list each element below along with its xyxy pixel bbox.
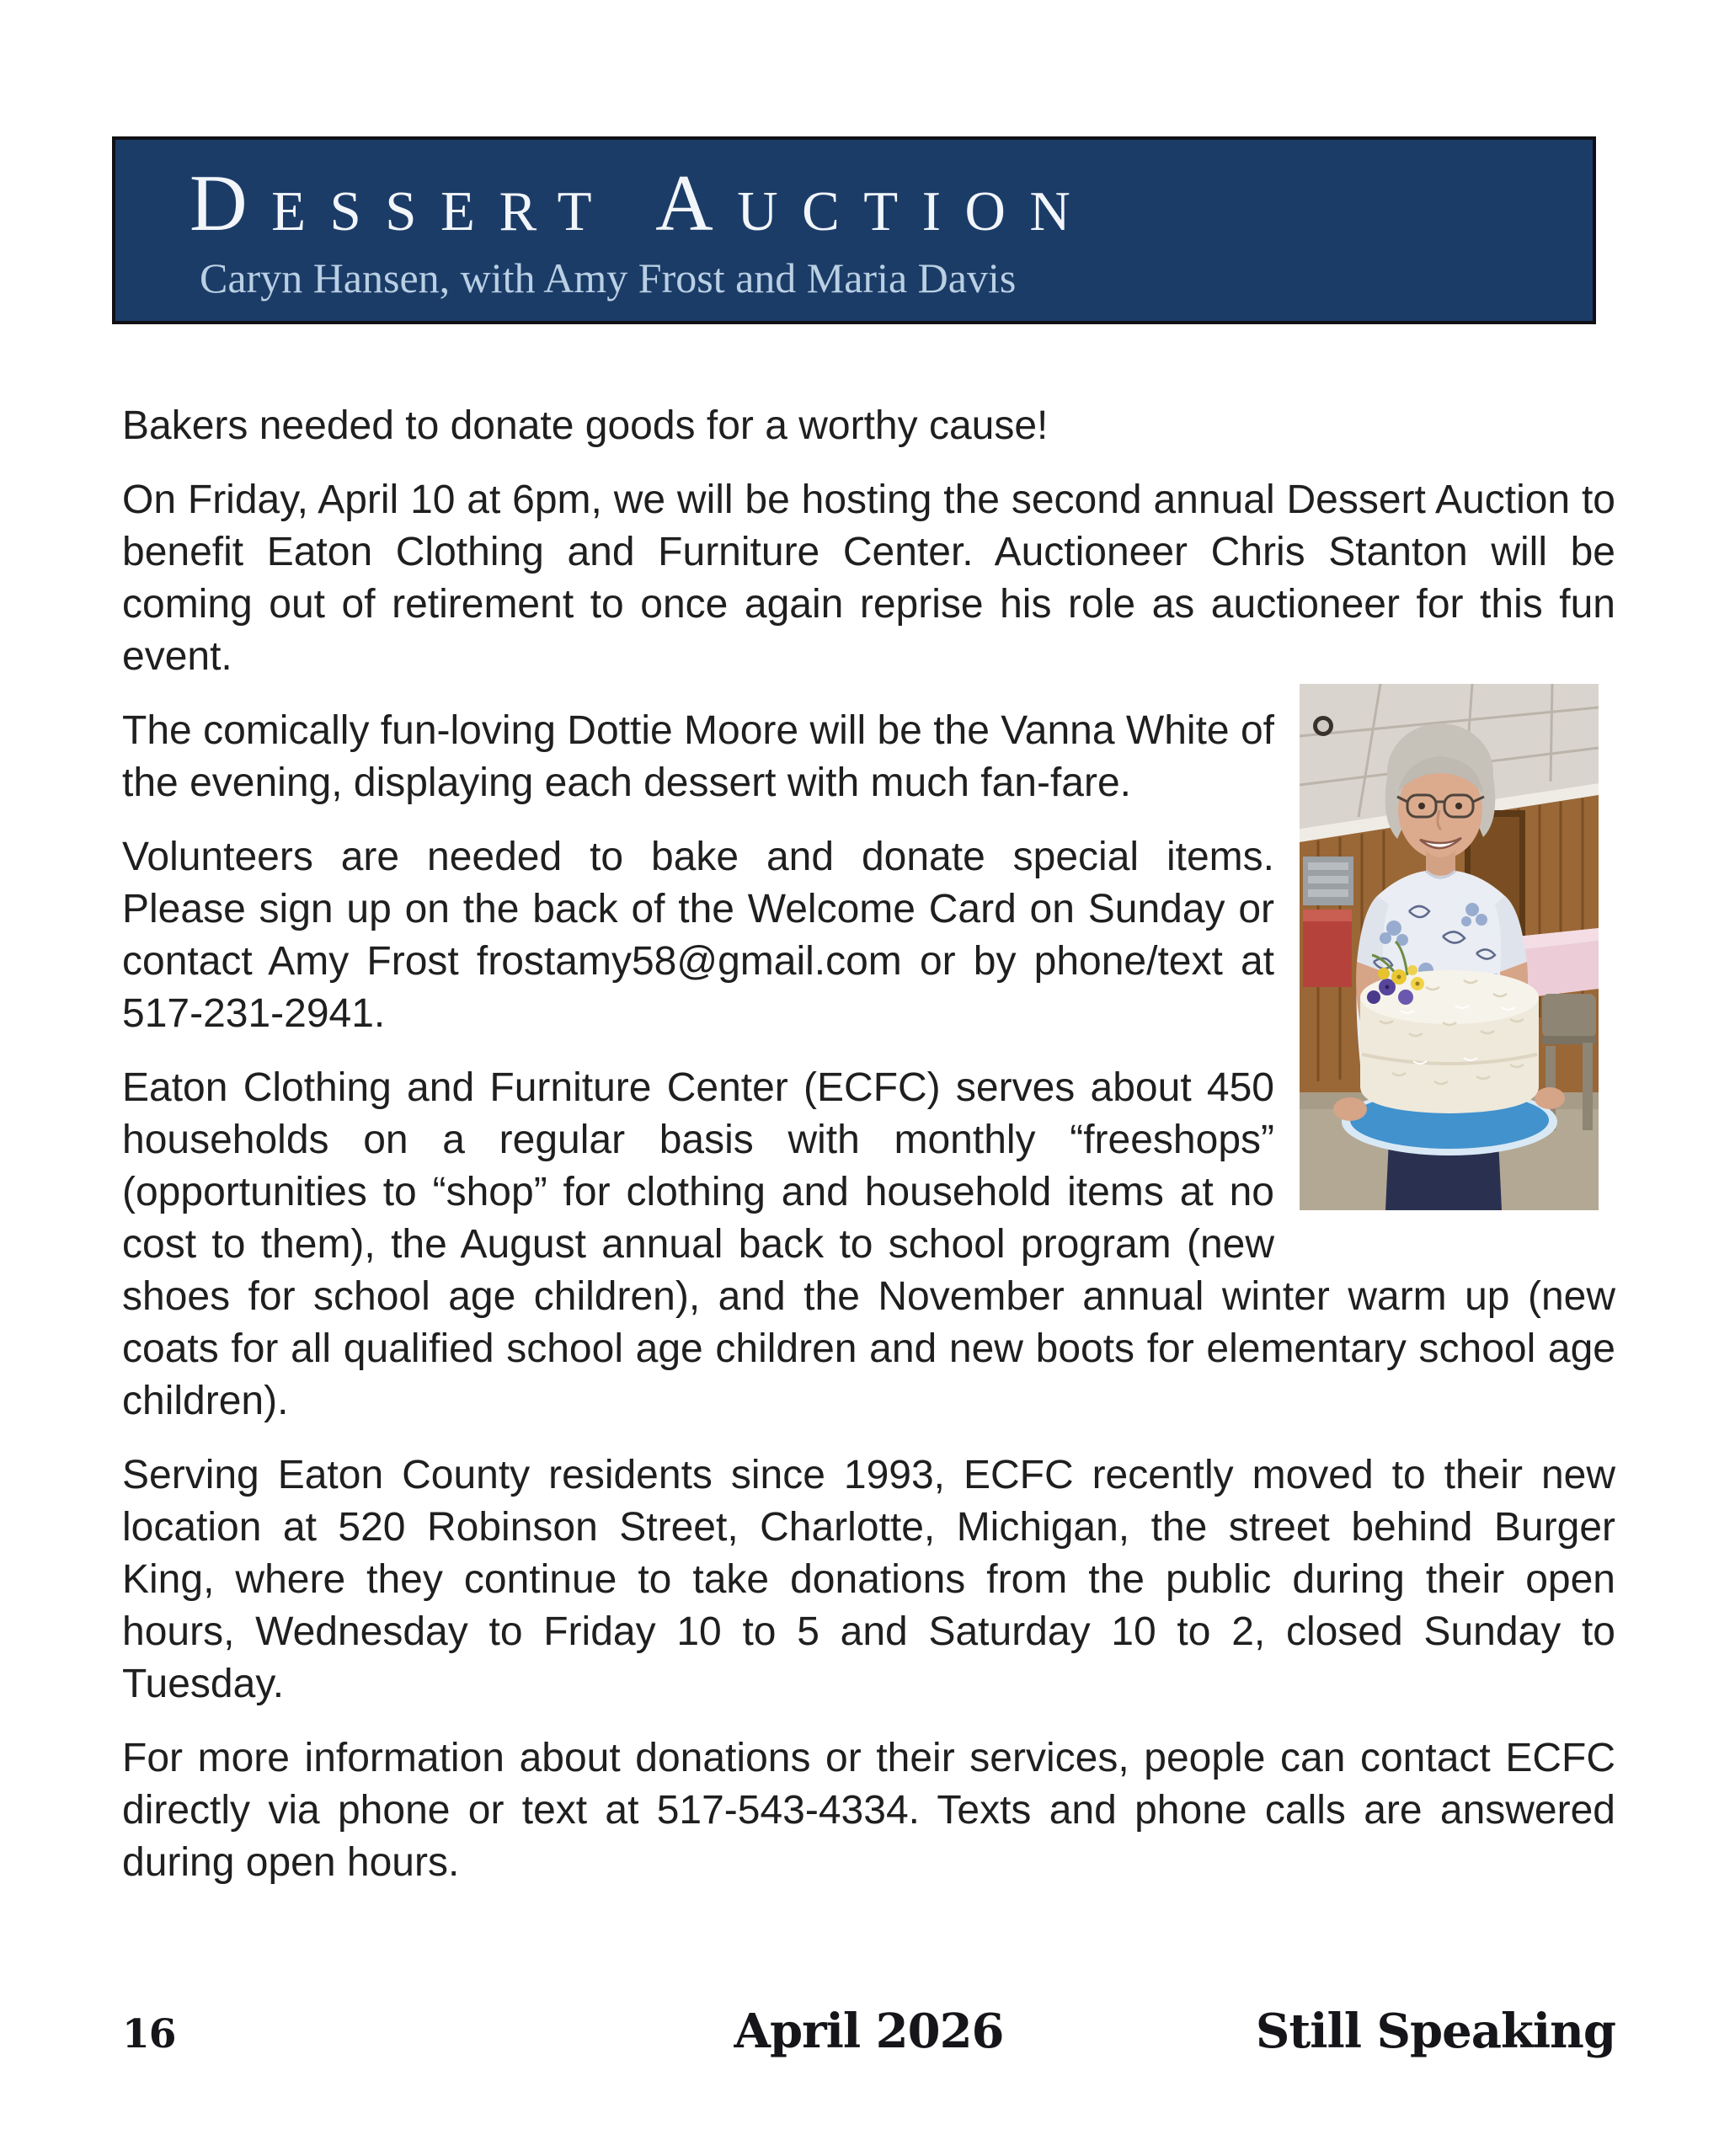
article-byline: Caryn Hansen, with Amy Frost and Maria Davis [200, 254, 1017, 302]
article-paragraph: Eaton Clothing and Furniture Center (ECFC) serves about 450 households on a regular basis with monthly “freeshops” (opportunities to “shop” for clothing and household items at no cost to them), the August annual back to school program (new shoes for school age children), and the November annual winter warm up (new coats for all qualified school age children and new boots for elementary school age children). [122, 1065, 1615, 1423]
article-paragraph: Volunteers are needed to bake and donate special items. Please sign up on the back of the Welcome Card on Sunday or contact Amy Frost frostamy58@gmail.com or by phone/text at 517-231-2941. [122, 835, 1274, 1036]
article-paragraph: Serving Eaton County residents since 1993, ECFC recently moved to their new location at 520 Robinson Street, Charlotte, Michigan, the street behind Burger King, where they continue to take donations from the public during their open hours, Wednesday to Friday 10 to 5 and Saturday 10 to 2, closed Sunday to Tuesday. [122, 1453, 1615, 1706]
issue-date: April 2026 [734, 2004, 1004, 2059]
photo-woman-with-cake [1300, 684, 1599, 1210]
publication-name: Still Speaking [1255, 2004, 1616, 2059]
article-paragraph: Bakers needed to donate goods for a worthy cause! [122, 403, 1049, 448]
article-body [122, 400, 1615, 1911]
article-paragraph: For more information about donations or their services, people can contact ECFC directly via phone or text at 517-543-4334. Texts and phone calls are answered during open hours. [122, 1736, 1615, 1885]
page-footer [122, 2004, 1615, 2059]
article-paragraph: The comically fun-loving Dottie Moore will be the Vanna White of the evening, displaying each dessert with much fan-fare. [122, 708, 1274, 805]
article-banner [112, 136, 1596, 324]
article-title: Dessert Auction [190, 158, 1095, 248]
article-paragraph: On Friday, April 10 at 6pm, we will be hosting the second annual Dessert Auction to benefit Eaton Clothing and Furniture Center. Auctioneer Chris Stanton will be coming out of retirement to once again reprise his role as auctioneer for this fun event. [122, 478, 1615, 679]
photo-illustration [1300, 684, 1599, 1210]
page-number: 16 [122, 2011, 176, 2057]
